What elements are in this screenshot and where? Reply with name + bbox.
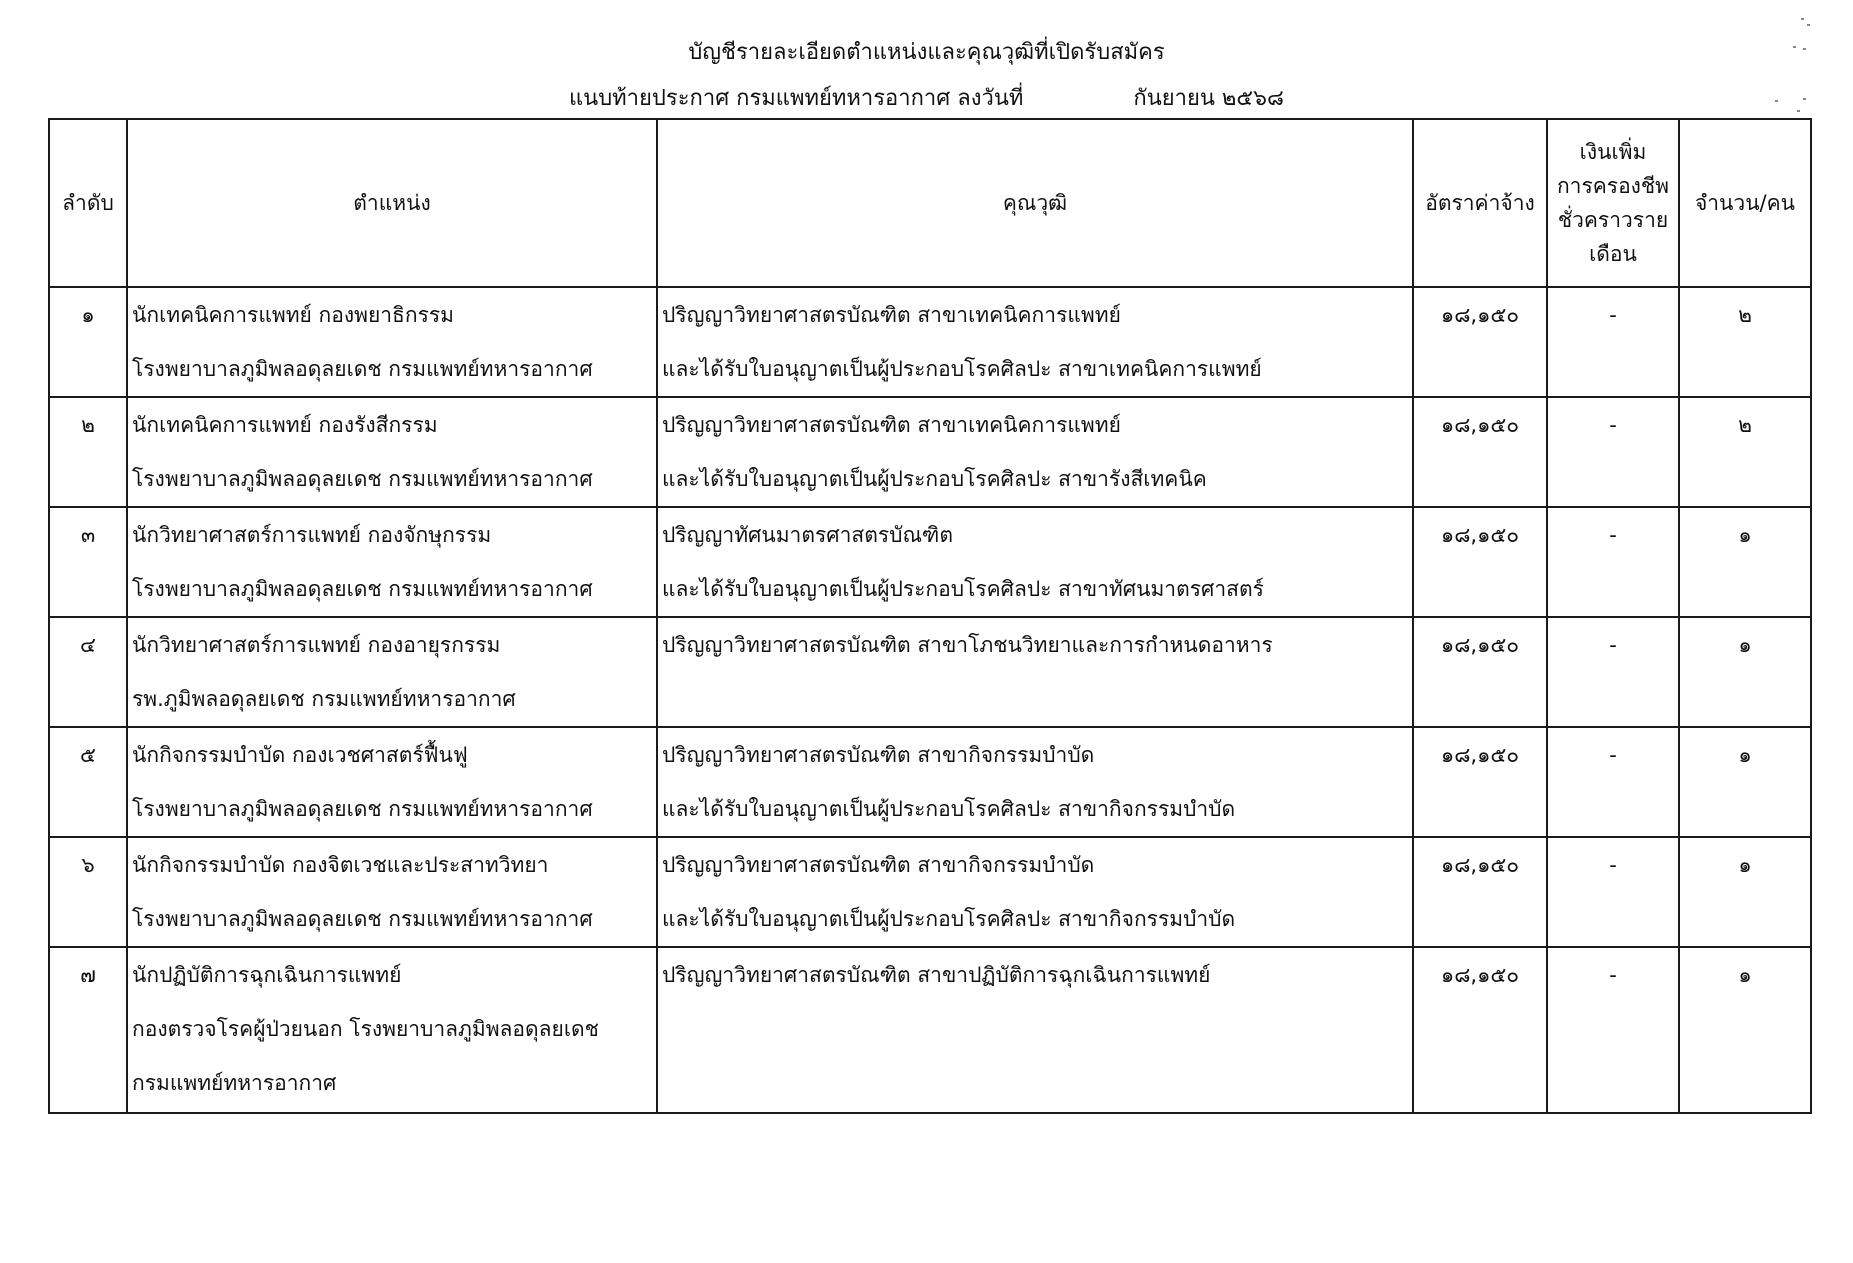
row-order-value: ๔ [80, 633, 96, 657]
row-qualification [657, 617, 1413, 727]
row-order-value: ๒ [81, 413, 95, 437]
row-order-value: ๑ [81, 303, 95, 327]
document-title: บัญชีรายละเอียดตำแหน่งและคุณวุฒิที่เปิดรับสมัคร [688, 40, 1165, 65]
row-qualification [657, 727, 1413, 837]
qualification-line: ปริญญาวิทยาศาสตรบัณฑิต สาขาเทคนิคการแพทย์ [662, 413, 1121, 437]
row-qualification [657, 397, 1413, 507]
allowance-value: - [1609, 413, 1617, 437]
allowance-value: - [1609, 633, 1617, 657]
position-line: นักวิทยาศาสตร์การแพทย์ กองอายุรกรรม [132, 633, 501, 657]
qualification-line: และได้รับใบอนุญาตเป็นผู้ประกอบโรคศิลปะ สาขากิจกรรมบำบัด [662, 797, 1236, 821]
count-value: ๑ [1738, 963, 1752, 987]
position-line: โรงพยาบาลภูมิพลอดุลยเดช กรมแพทย์ทหารอากาศ [132, 907, 593, 931]
table-header-row [49, 119, 1811, 287]
count-value: ๑ [1738, 853, 1752, 877]
row-position [127, 287, 657, 397]
row-allowance [1547, 727, 1679, 837]
rate-value: ๑๘,๑๕๐ [1440, 853, 1520, 877]
table-row [49, 617, 1811, 727]
row-position [127, 727, 657, 837]
row-qualification [657, 947, 1413, 1113]
position-line: นักเทคนิคการแพทย์ กองรังสีกรรม [132, 413, 438, 437]
row-position [127, 507, 657, 617]
row-rate [1413, 947, 1547, 1113]
rate-value: ๑๘,๑๕๐ [1440, 413, 1520, 437]
header-rate: อัตราค่าจ้าง [1413, 119, 1547, 287]
table-row [49, 727, 1811, 837]
qualification-line: ปริญญาวิทยาศาสตรบัณฑิต สาขากิจกรรมบำบัด [662, 853, 1095, 877]
allowance-value: - [1609, 743, 1617, 767]
row-count [1679, 947, 1811, 1113]
row-rate [1413, 837, 1547, 947]
allowance-value: - [1609, 853, 1617, 877]
position-line: โรงพยาบาลภูมิพลอดุลยเดช กรมแพทย์ทหารอากาศ [132, 797, 593, 821]
row-position [127, 837, 657, 947]
qualification-line: และได้รับใบอนุญาตเป็นผู้ประกอบโรคศิลปะ สาขากิจกรรมบำบัด [662, 907, 1236, 931]
rate-value: ๑๘,๑๕๐ [1440, 633, 1520, 657]
position-line: โรงพยาบาลภูมิพลอดุลยเดช กรมแพทย์ทหารอากาศ [132, 467, 593, 491]
count-value: ๑ [1738, 523, 1752, 547]
row-count [1679, 397, 1811, 507]
row-rate [1413, 287, 1547, 397]
row-count [1679, 617, 1811, 727]
row-order [49, 617, 127, 727]
row-rate [1413, 507, 1547, 617]
allowance-value: - [1609, 963, 1617, 987]
header-allowance-line: การครองชีพ [1556, 174, 1670, 198]
qualification-line: และได้รับใบอนุญาตเป็นผู้ประกอบโรคศิลปะ สาขารังสีเทคนิค [662, 467, 1207, 491]
table-row [49, 507, 1811, 617]
header-allowance-line: เงินเพิ่ม [1579, 140, 1647, 164]
row-order-value: ๕ [80, 743, 96, 767]
row-allowance [1547, 617, 1679, 727]
row-order [49, 727, 127, 837]
row-count [1679, 507, 1811, 617]
count-value: ๑ [1738, 743, 1752, 767]
row-rate [1413, 617, 1547, 727]
row-qualification [657, 507, 1413, 617]
subtitle-announcement: แนบท้ายประกาศ กรมแพทย์ทหารอากาศ ลงวันที่ [569, 86, 1024, 111]
position-line: กองตรวจโรคผู้ป่วยนอก โรงพยาบาลภูมิพลอดุลยเดช [132, 1017, 599, 1041]
rate-value: ๑๘,๑๕๐ [1440, 523, 1520, 547]
allowance-value: - [1609, 523, 1617, 547]
row-qualification [657, 287, 1413, 397]
qualification-line: ปริญญาวิทยาศาสตรบัณฑิต สาขาปฏิบัติการฉุกเฉินการแพทย์ [662, 963, 1211, 987]
row-order [49, 397, 127, 507]
table-row [49, 287, 1811, 397]
row-position [127, 617, 657, 727]
count-value: ๒ [1738, 303, 1752, 327]
qualification-line: และได้รับใบอนุญาตเป็นผู้ประกอบโรคศิลปะ สาขาเทคนิคการแพทย์ [662, 357, 1262, 381]
row-rate [1413, 397, 1547, 507]
row-count [1679, 287, 1811, 397]
row-allowance [1547, 837, 1679, 947]
row-order [49, 837, 127, 947]
header-allowance [1547, 119, 1679, 287]
table-row [49, 397, 1811, 507]
row-qualification [657, 837, 1413, 947]
table-row [49, 947, 1811, 1113]
row-allowance [1547, 397, 1679, 507]
row-order [49, 947, 127, 1113]
qualification-line: ปริญญาวิทยาศาสตรบัณฑิต สาขาเทคนิคการแพทย์ [662, 303, 1121, 327]
header-count: จำนวน/คน [1679, 119, 1811, 287]
subtitle-date: กันยายน ๒๕๖๘ [1133, 86, 1284, 111]
rate-value: ๑๘,๑๕๐ [1440, 743, 1520, 767]
row-order-value: ๗ [80, 963, 96, 987]
row-order [49, 507, 127, 617]
row-allowance [1547, 947, 1679, 1113]
rate-value: ๑๘,๑๕๐ [1440, 303, 1520, 327]
qualification-line: และได้รับใบอนุญาตเป็นผู้ประกอบโรคศิลปะ สาขาทัศนมาตรศาสตร์ [662, 577, 1264, 601]
row-allowance [1547, 507, 1679, 617]
allowance-value: - [1609, 303, 1617, 327]
position-line: โรงพยาบาลภูมิพลอดุลยเดช กรมแพทย์ทหารอากาศ [132, 577, 593, 601]
row-position [127, 397, 657, 507]
position-line: นักเทคนิคการแพทย์ กองพยาธิกรรม [132, 303, 454, 327]
row-order-value: ๓ [80, 523, 96, 547]
header-qualification: คุณวุฒิ [657, 119, 1413, 287]
row-order [49, 287, 127, 397]
position-line: โรงพยาบาลภูมิพลอดุลยเดช กรมแพทย์ทหารอากาศ [132, 357, 593, 381]
position-line: นักวิทยาศาสตร์การแพทย์ กองจักษุกรรม [132, 523, 492, 547]
count-value: ๒ [1738, 413, 1752, 437]
header-order: ลำดับ [49, 119, 127, 287]
header-position: ตำแหน่ง [127, 119, 657, 287]
row-count [1679, 837, 1811, 947]
header-allowance-line: เดือน [1589, 242, 1637, 266]
position-line: รพ.ภูมิพลอดุลยเดช กรมแพทย์ทหารอากาศ [132, 687, 516, 711]
count-value: ๑ [1738, 633, 1752, 657]
header-allowance-line: ชั่วคราวราย [1557, 208, 1669, 232]
row-count [1679, 727, 1811, 837]
document-subtitle [0, 80, 1853, 115]
position-line: นักกิจกรรมบำบัด กองจิตเวชและประสาทวิทยา [132, 853, 549, 877]
position-line: นักปฏิบัติการฉุกเฉินการแพทย์ [132, 963, 402, 987]
row-order-value: ๖ [81, 853, 95, 877]
rate-value: ๑๘,๑๕๐ [1440, 963, 1520, 987]
position-line: กรมแพทย์ทหารอากาศ [132, 1071, 337, 1095]
scan-specks [1753, 18, 1813, 128]
qualification-line: ปริญญาทัศนมาตรศาสตรบัณฑิต [662, 523, 954, 547]
qualification-line: ปริญญาวิทยาศาสตรบัณฑิต สาขากิจกรรมบำบัด [662, 743, 1095, 767]
positions-table [48, 118, 1812, 1114]
row-position [127, 947, 657, 1113]
position-line: นักกิจกรรมบำบัด กองเวชศาสตร์ฟื้นฟู [132, 743, 468, 767]
row-rate [1413, 727, 1547, 837]
row-allowance [1547, 287, 1679, 397]
qualification-line: ปริญญาวิทยาศาสตรบัณฑิต สาขาโภชนวิทยาและการกำหนดอาหาร [662, 633, 1273, 657]
table-row [49, 837, 1811, 947]
